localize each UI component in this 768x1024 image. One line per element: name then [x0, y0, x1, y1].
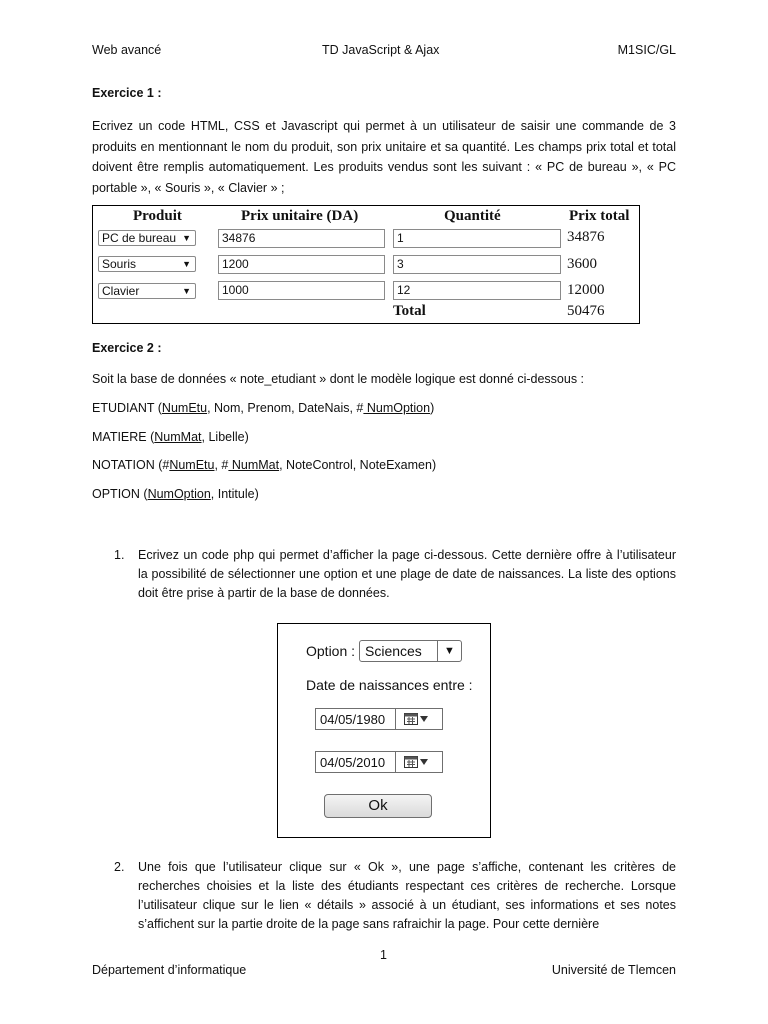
footer-left: Département d’informatique	[92, 963, 247, 977]
foreign-key: NumEtu	[169, 458, 215, 472]
date-from-field[interactable]	[315, 708, 443, 730]
page-header	[92, 43, 676, 61]
calendar-dropdown-button[interactable]	[395, 752, 442, 772]
quantity-input-3[interactable]: 12	[393, 281, 561, 300]
question-2-text: Une fois que l’utilisateur clique sur « Ok », une page s’affiche, contenant les critères de recherches choisies et la liste des étudiants respectant ces critères de recherche. Lorsque l’utilisateur clique sur le lien « détails » associé à un étudiant, ses informations et ses notes s’affichent sur la partie droite de la page sans rafraichir la page. Pour cette dernière	[138, 860, 676, 931]
schema-matiere	[92, 430, 249, 444]
search-form	[277, 623, 491, 838]
primary-key: NumOption	[147, 487, 211, 501]
col-header-prix: Prix unitaire (DA)	[241, 208, 359, 224]
grand-total-value: 50476	[567, 303, 605, 319]
page-footer	[92, 963, 676, 981]
product-select-2[interactable]	[98, 256, 196, 272]
footer-right: Université de Tlemcen	[551, 963, 676, 977]
header-right: M1SIC/GL	[617, 43, 676, 57]
order-table	[92, 205, 640, 324]
calendar-icon	[404, 712, 434, 726]
unit-price-input-1[interactable]: 34876	[218, 229, 385, 248]
date-from-value: 04/05/1980	[320, 712, 386, 727]
line-total-1: 34876	[567, 229, 605, 245]
product-select-value: Souris	[102, 257, 137, 271]
unit-price-input-3[interactable]: 1000	[218, 281, 385, 300]
date-to-field[interactable]	[315, 751, 443, 773]
schema-text: )	[430, 401, 435, 415]
exercise-2-title: Exercice 2 :	[92, 341, 162, 355]
exercise-2-intro: Soit la base de données « note_etudiant » dont le modèle logique est donné ci-dessous :	[92, 372, 585, 386]
schema-text: MATIERE (	[92, 430, 155, 444]
question-2-number: 2.	[114, 860, 125, 874]
line-total-2: 3600	[567, 256, 597, 272]
grand-total-label: Total	[393, 303, 426, 319]
col-header-quantite: Quantité	[444, 208, 501, 224]
birthdate-range-label: Date de naissances entre :	[306, 677, 473, 693]
line-total-3: 12000	[567, 282, 605, 298]
option-label: Option :	[306, 643, 356, 659]
dropdown-arrow-icon: ▼	[182, 259, 191, 269]
schema-text: , Intitule)	[210, 487, 259, 501]
foreign-key: NumOption	[363, 401, 431, 415]
primary-key: NumMat	[154, 430, 202, 444]
header-center: TD JavaScript & Ajax	[322, 43, 440, 57]
schema-text: ETUDIANT (	[92, 401, 162, 415]
page-number: 1	[380, 948, 387, 962]
calendar-icon	[404, 755, 434, 769]
header-left: Web avancé	[92, 43, 162, 57]
schema-text: NOTATION (#	[92, 458, 170, 472]
option-select[interactable]	[359, 640, 462, 662]
question-1-number: 1.	[114, 548, 125, 562]
schema-text: , Nom, Prenom, DateNais, #	[207, 401, 364, 415]
question-1-text: Ecrivez un code php qui permet d’afficher la page ci-dessous. Cette dernière offre à l’utilisateur la possibilité de sélectionner une option et une plage de date de naissances. La liste des options doit être prise à partir de la base de données.	[138, 548, 676, 600]
schema-text: OPTION (	[92, 487, 148, 501]
schema-etudiant	[92, 401, 434, 415]
dropdown-arrow-icon[interactable]: ▼	[437, 641, 461, 661]
schema-notation	[92, 458, 436, 472]
col-header-produit: Produit	[133, 208, 182, 224]
product-select-value: PC de bureau	[102, 231, 177, 245]
quantity-input-2[interactable]: 3	[393, 255, 561, 274]
primary-key: NumEtu	[161, 401, 208, 415]
quantity-input-1[interactable]: 1	[393, 229, 561, 248]
exercise-1-title: Exercice 1 :	[92, 86, 162, 100]
calendar-dropdown-button[interactable]	[395, 709, 442, 729]
schema-text: , Libelle)	[201, 430, 249, 444]
date-to-value: 04/05/2010	[320, 755, 386, 770]
product-select-1[interactable]	[98, 230, 196, 246]
schema-text: , NoteControl, NoteExamen)	[279, 458, 437, 472]
product-select-value: Clavier	[102, 284, 140, 298]
exercise-1-text: Ecrivez un code HTML, CSS et Javascript qui permet à un utilisateur de saisir une commande de 3 produits en mentionnant le nom du produit, son prix unitaire et sa quantité. Les champs prix total et total doivent être remplis automatiquement. Les produits vendus sont les suivant : « PC de bureau », « PC portable », « Souris », « Clavier » ;	[92, 119, 676, 195]
dropdown-arrow-icon: ▼	[182, 286, 191, 296]
unit-price-input-2[interactable]: 1200	[218, 255, 385, 274]
col-header-total: Prix total	[569, 208, 630, 224]
option-select-value: Sciences	[365, 643, 422, 659]
product-select-3[interactable]	[98, 283, 196, 299]
dropdown-arrow-icon: ▼	[182, 233, 191, 243]
foreign-key: NumMat	[228, 458, 280, 472]
ok-button[interactable]: Ok	[324, 794, 432, 818]
schema-option	[92, 487, 259, 501]
schema-text: , #	[214, 458, 229, 472]
